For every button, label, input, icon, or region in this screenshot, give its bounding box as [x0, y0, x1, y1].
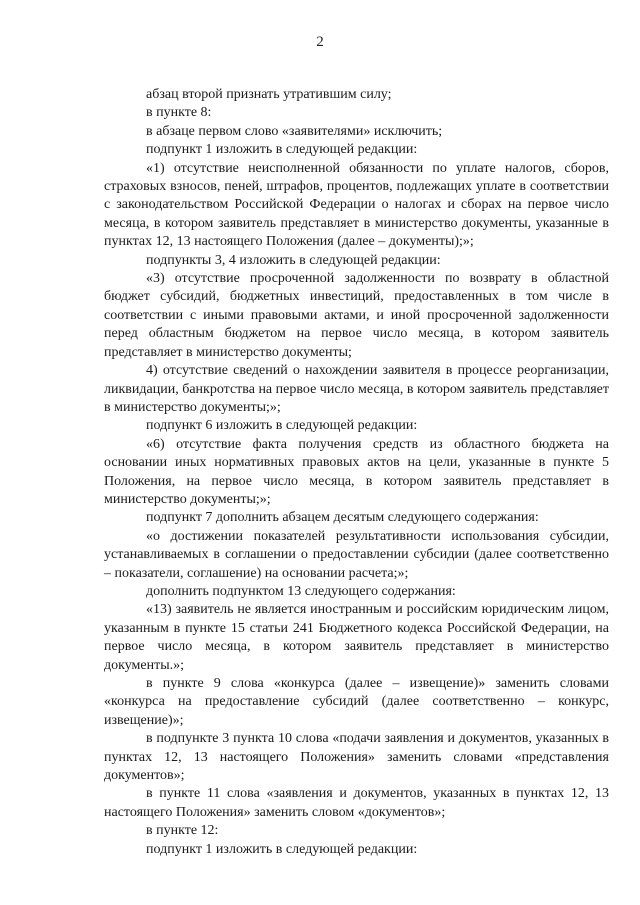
paragraph: «о достижении показателей результативности использования субсидии, устанавливаемых в соглашении о предоставлении субсидии (далее соответственно – показатели, соглашение) на основании расчета;»;	[104, 528, 609, 581]
paragraph: подпункт 7 дополнить абзацем десятым следующего содержания:	[146, 510, 539, 526]
paragraph: в пункте 11 слова «заявления и документов, указанных в пунктах 12, 13 настоящего Положения» заменить словом «документов»;	[104, 786, 609, 820]
paragraph: в абзаце первом слово «заявителями» исключить;	[146, 123, 443, 139]
paragraph: «3) отсутствие просроченной задолженности по возврату в областной бюджет субсидий, бюджетных инвестиций, предоставленных в том числе в соответствии с иными правовыми актами, и иной просроченной задолженности перед областным бюджетом на первое число месяца, в котором заявитель представляет в министерство документы;	[104, 271, 609, 360]
paragraph: «6) отсутствие факта получения средств из областного бюджета на основании иных нормативных правовых актов на цели, указанные в пункте 5 Положения, на первое число месяца, в котором заявитель представляет в министерство документы;»;	[104, 436, 609, 507]
paragraph: абзац второй признать утратившим силу;	[146, 87, 392, 102]
paragraph: подпункт 1 изложить в следующей редакции:	[146, 841, 418, 857]
paragraph: в пункте 12:	[146, 823, 219, 839]
paragraph: «1) отсутствие неисполненной обязанности по уплате налогов, сборов, страховых взносов, пеней, штрафов, процентов, подлежащих уплате в соответствии с законодательством Российской Федерации о налогах и сборах на первое число месяца, в котором заявитель представляет в министерство документы, указанные в пунктах 12, 13 настоящего Положения (далее – документы);»;	[104, 160, 609, 250]
paragraph: в подпункте 3 пункта 10 слова «подачи заявления и документов, указанных в пунктах 12, 13 настоящего Положения» заменить словами «представления документов»;	[104, 731, 609, 784]
paragraph: подпункты 3, 4 изложить в следующей редакции:	[146, 252, 441, 268]
paragraph: «13) заявитель не является иностранным и российским юридическим лицом, указанным в пункте 15 статьи 241 Бюджетного кодекса Российской Федерации, на первое число месяца, в котором заявитель представляет в министерство документы.»;	[104, 602, 609, 673]
paragraph: подпункт 1 изложить в следующей редакции:	[146, 142, 418, 158]
paragraph: подпункт 6 изложить в следующей редакции:	[146, 418, 418, 434]
paragraph: в пункте 9 слова «конкурса (далее – извещение)» заменить словами «конкурса на предоставление субсидий (далее соответственно – конкурс, извещение)»;	[104, 676, 609, 728]
page-number: 2	[316, 34, 324, 50]
paragraph: дополнить подпунктом 13 следующего содержания:	[146, 583, 456, 599]
paragraph: 4) отсутствие сведений о нахождении заявителя в процессе реорганизации, ликвидации, банкротства на первое число месяца, в котором заявитель представляет в министерство документы;»;	[104, 363, 609, 415]
paragraph: в пункте 8:	[146, 105, 212, 121]
document-body	[104, 86, 609, 859]
